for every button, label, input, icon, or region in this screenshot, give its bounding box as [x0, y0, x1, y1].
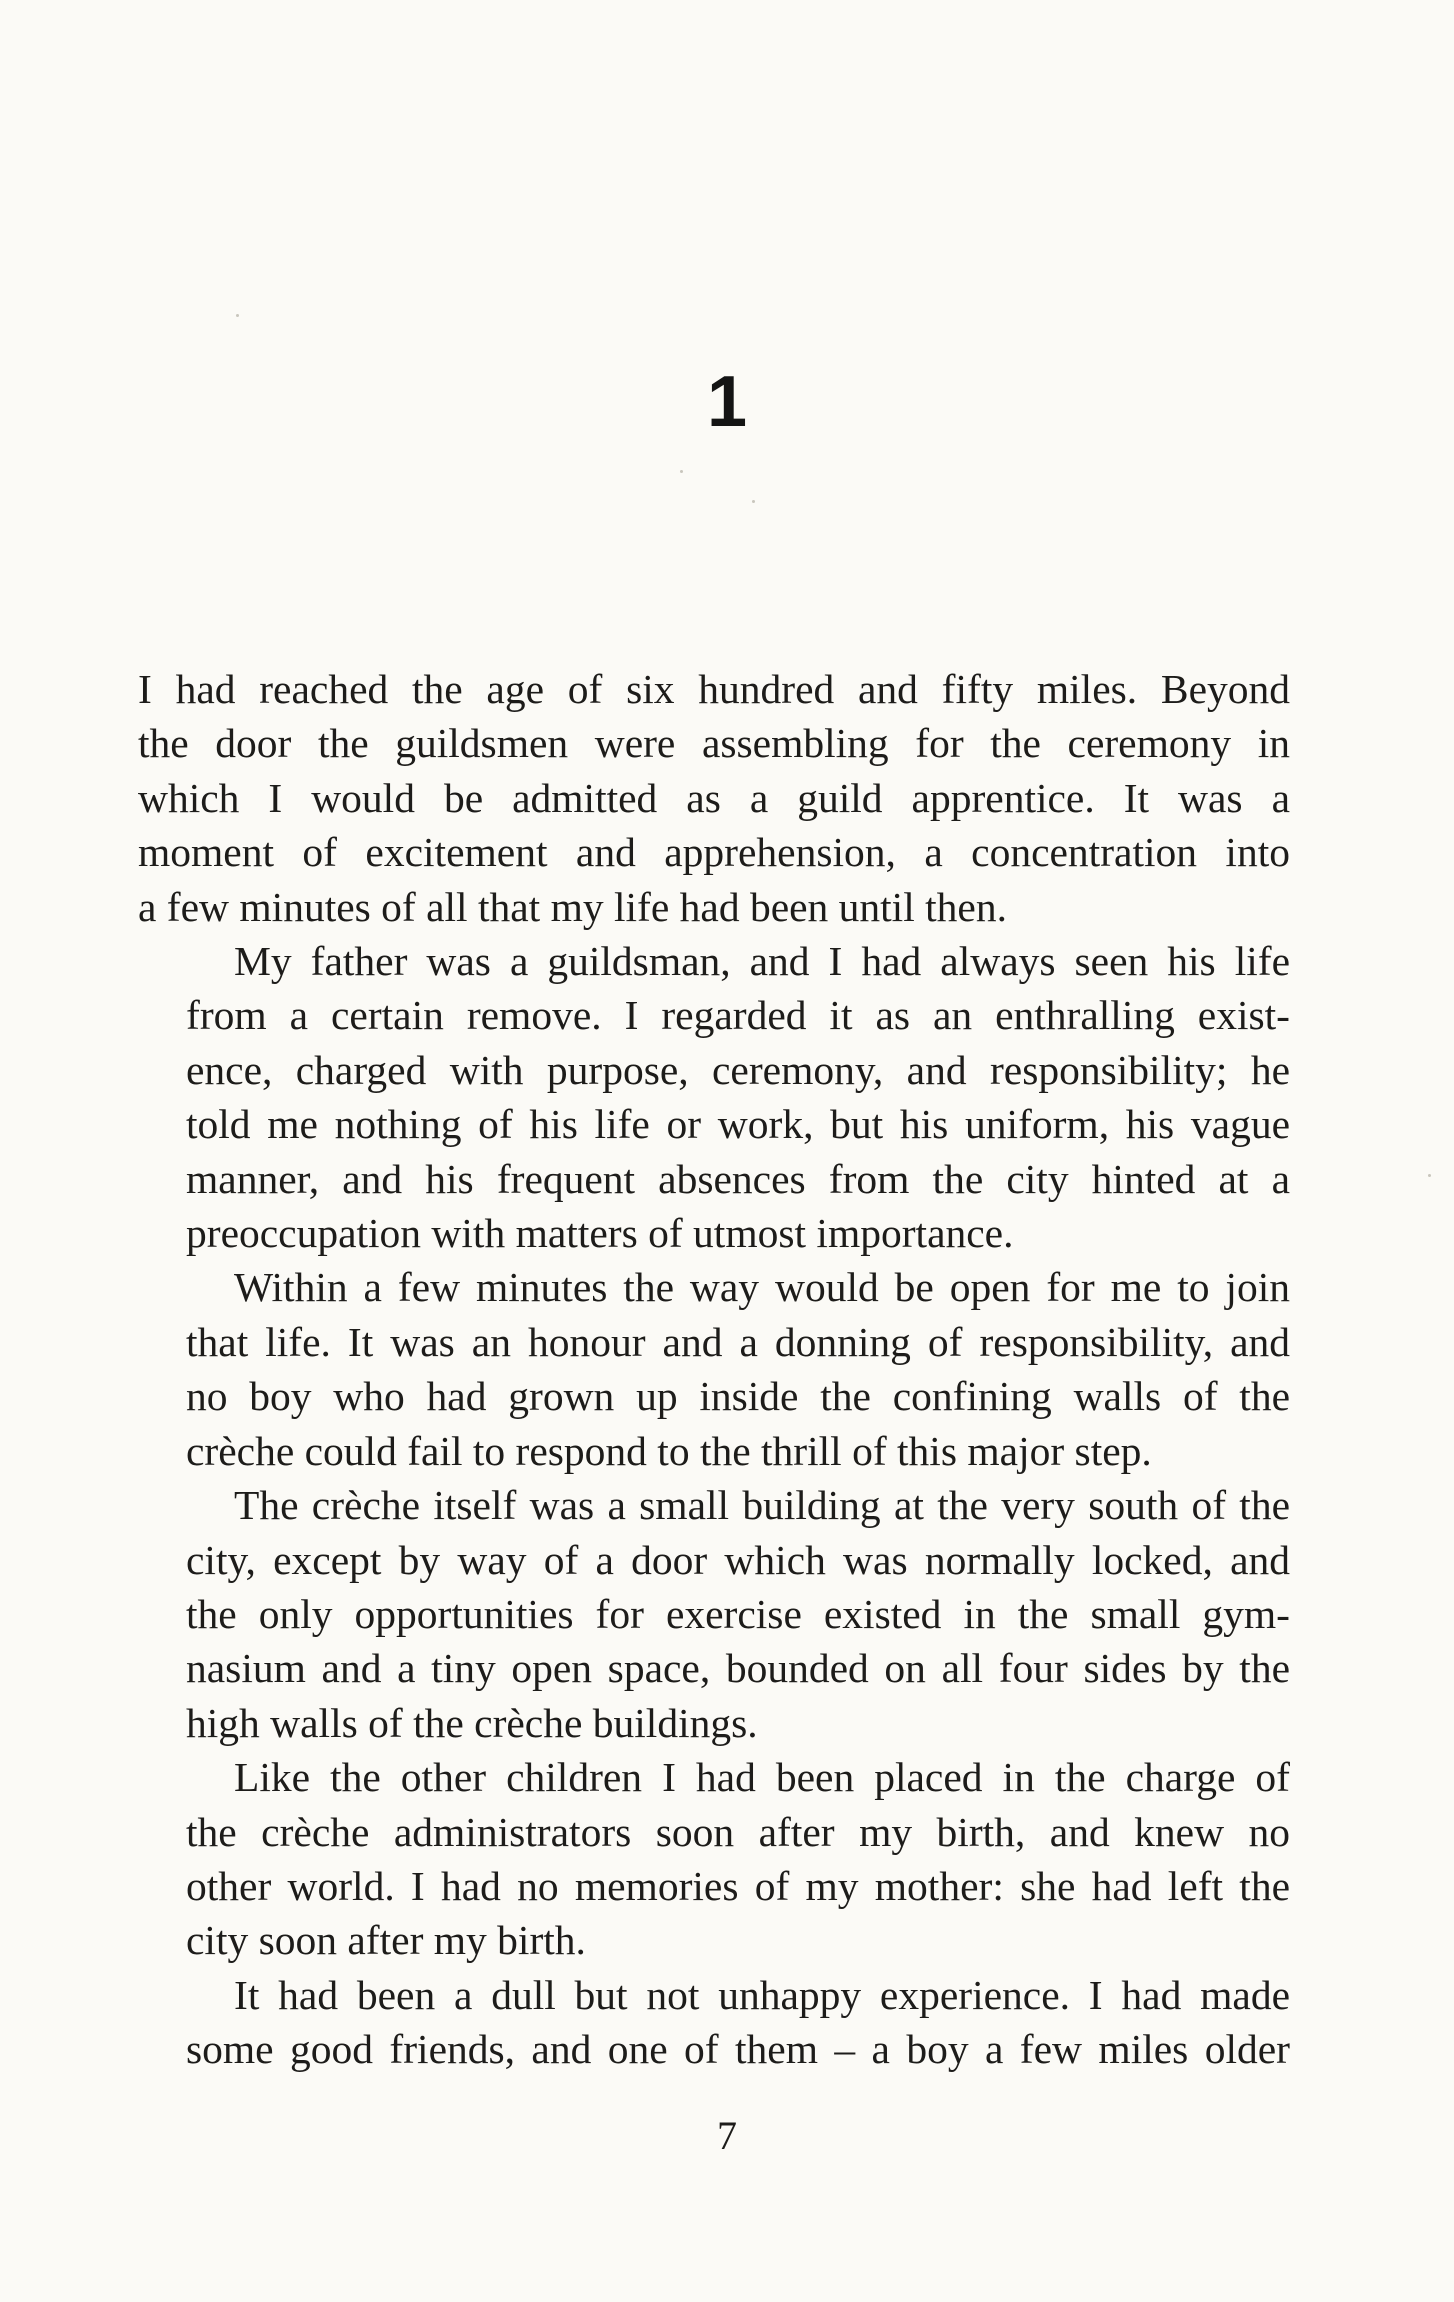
- page-number: 7: [717, 2113, 737, 2158]
- text-line: city, except by way of a door which was normally locked, and: [186, 1536, 1290, 1583]
- text-line: Like the other children I had been placed in the charge of: [234, 1754, 1290, 1801]
- text-line: crèche could fail to respond to the thrill of this major step.: [186, 1427, 1152, 1474]
- text-line: The crèche itself was a small building at the very south of the: [234, 1482, 1290, 1529]
- text-line: ence, charged with purpose, ceremony, and responsibility; he: [186, 1046, 1290, 1093]
- scan-speck: [680, 470, 683, 473]
- text-line: that life. It was an honour and a donning of responsibility, and: [186, 1318, 1290, 1365]
- text-line: no boy who had grown up inside the confining walls of the: [186, 1373, 1290, 1420]
- text-line: high walls of the crèche buildings.: [186, 1699, 758, 1746]
- scan-speck: [752, 500, 755, 503]
- chapter-number: 1: [706, 362, 748, 442]
- text-line: Within a few minutes the way would be open for me to join: [234, 1264, 1290, 1311]
- text-line: city soon after my birth.: [186, 1917, 586, 1964]
- text-line: which I would be admitted as a guild apprentice. It was a: [138, 774, 1290, 821]
- scan-speck: [236, 314, 239, 317]
- text-line: from a certain remove. I regarded it as an enthralling exist-: [186, 992, 1290, 1039]
- paragraph-1: [138, 662, 1290, 934]
- text-line: nasium and a tiny open space, bounded on all four sides by the: [186, 1645, 1290, 1692]
- text-line: I had reached the age of six hundred and fifty miles. Beyond: [138, 666, 1290, 712]
- text-line: the crèche administrators soon after my birth, and knew no: [186, 1808, 1290, 1855]
- text-line: some good friends, and one of them – a boy a few miles older: [186, 2026, 1290, 2073]
- paragraph-5: [138, 1750, 1290, 1968]
- scan-speck: [1428, 1174, 1431, 1177]
- text-line: the only opportunities for exercise existed in the small gym-: [186, 1590, 1290, 1637]
- paragraph-6: [138, 1968, 1290, 2077]
- chapter-body-text: [138, 662, 1290, 2077]
- text-line: It had been a dull but not unhappy experience. I had made: [234, 1971, 1290, 2018]
- text-line: a few minutes of all that my life had been until then.: [138, 883, 1007, 930]
- text-line: My father was a guildsman, and I had always seen his life: [234, 938, 1290, 985]
- paragraph-2: [138, 934, 1290, 1260]
- paragraph-3: [138, 1260, 1290, 1478]
- text-line: moment of excitement and apprehension, a concentration into: [138, 829, 1290, 876]
- text-line: other world. I had no memories of my mother: she had left the: [186, 1862, 1290, 1909]
- text-line: told me nothing of his life or work, but his uniform, his vague: [186, 1101, 1290, 1148]
- text-line: preoccupation with matters of utmost importance.: [186, 1210, 1014, 1257]
- text-line: manner, and his frequent absences from the city hinted at a: [186, 1155, 1290, 1202]
- paragraph-4: [138, 1478, 1290, 1750]
- text-line: the door the guildsmen were assembling for the ceremony in: [138, 720, 1290, 767]
